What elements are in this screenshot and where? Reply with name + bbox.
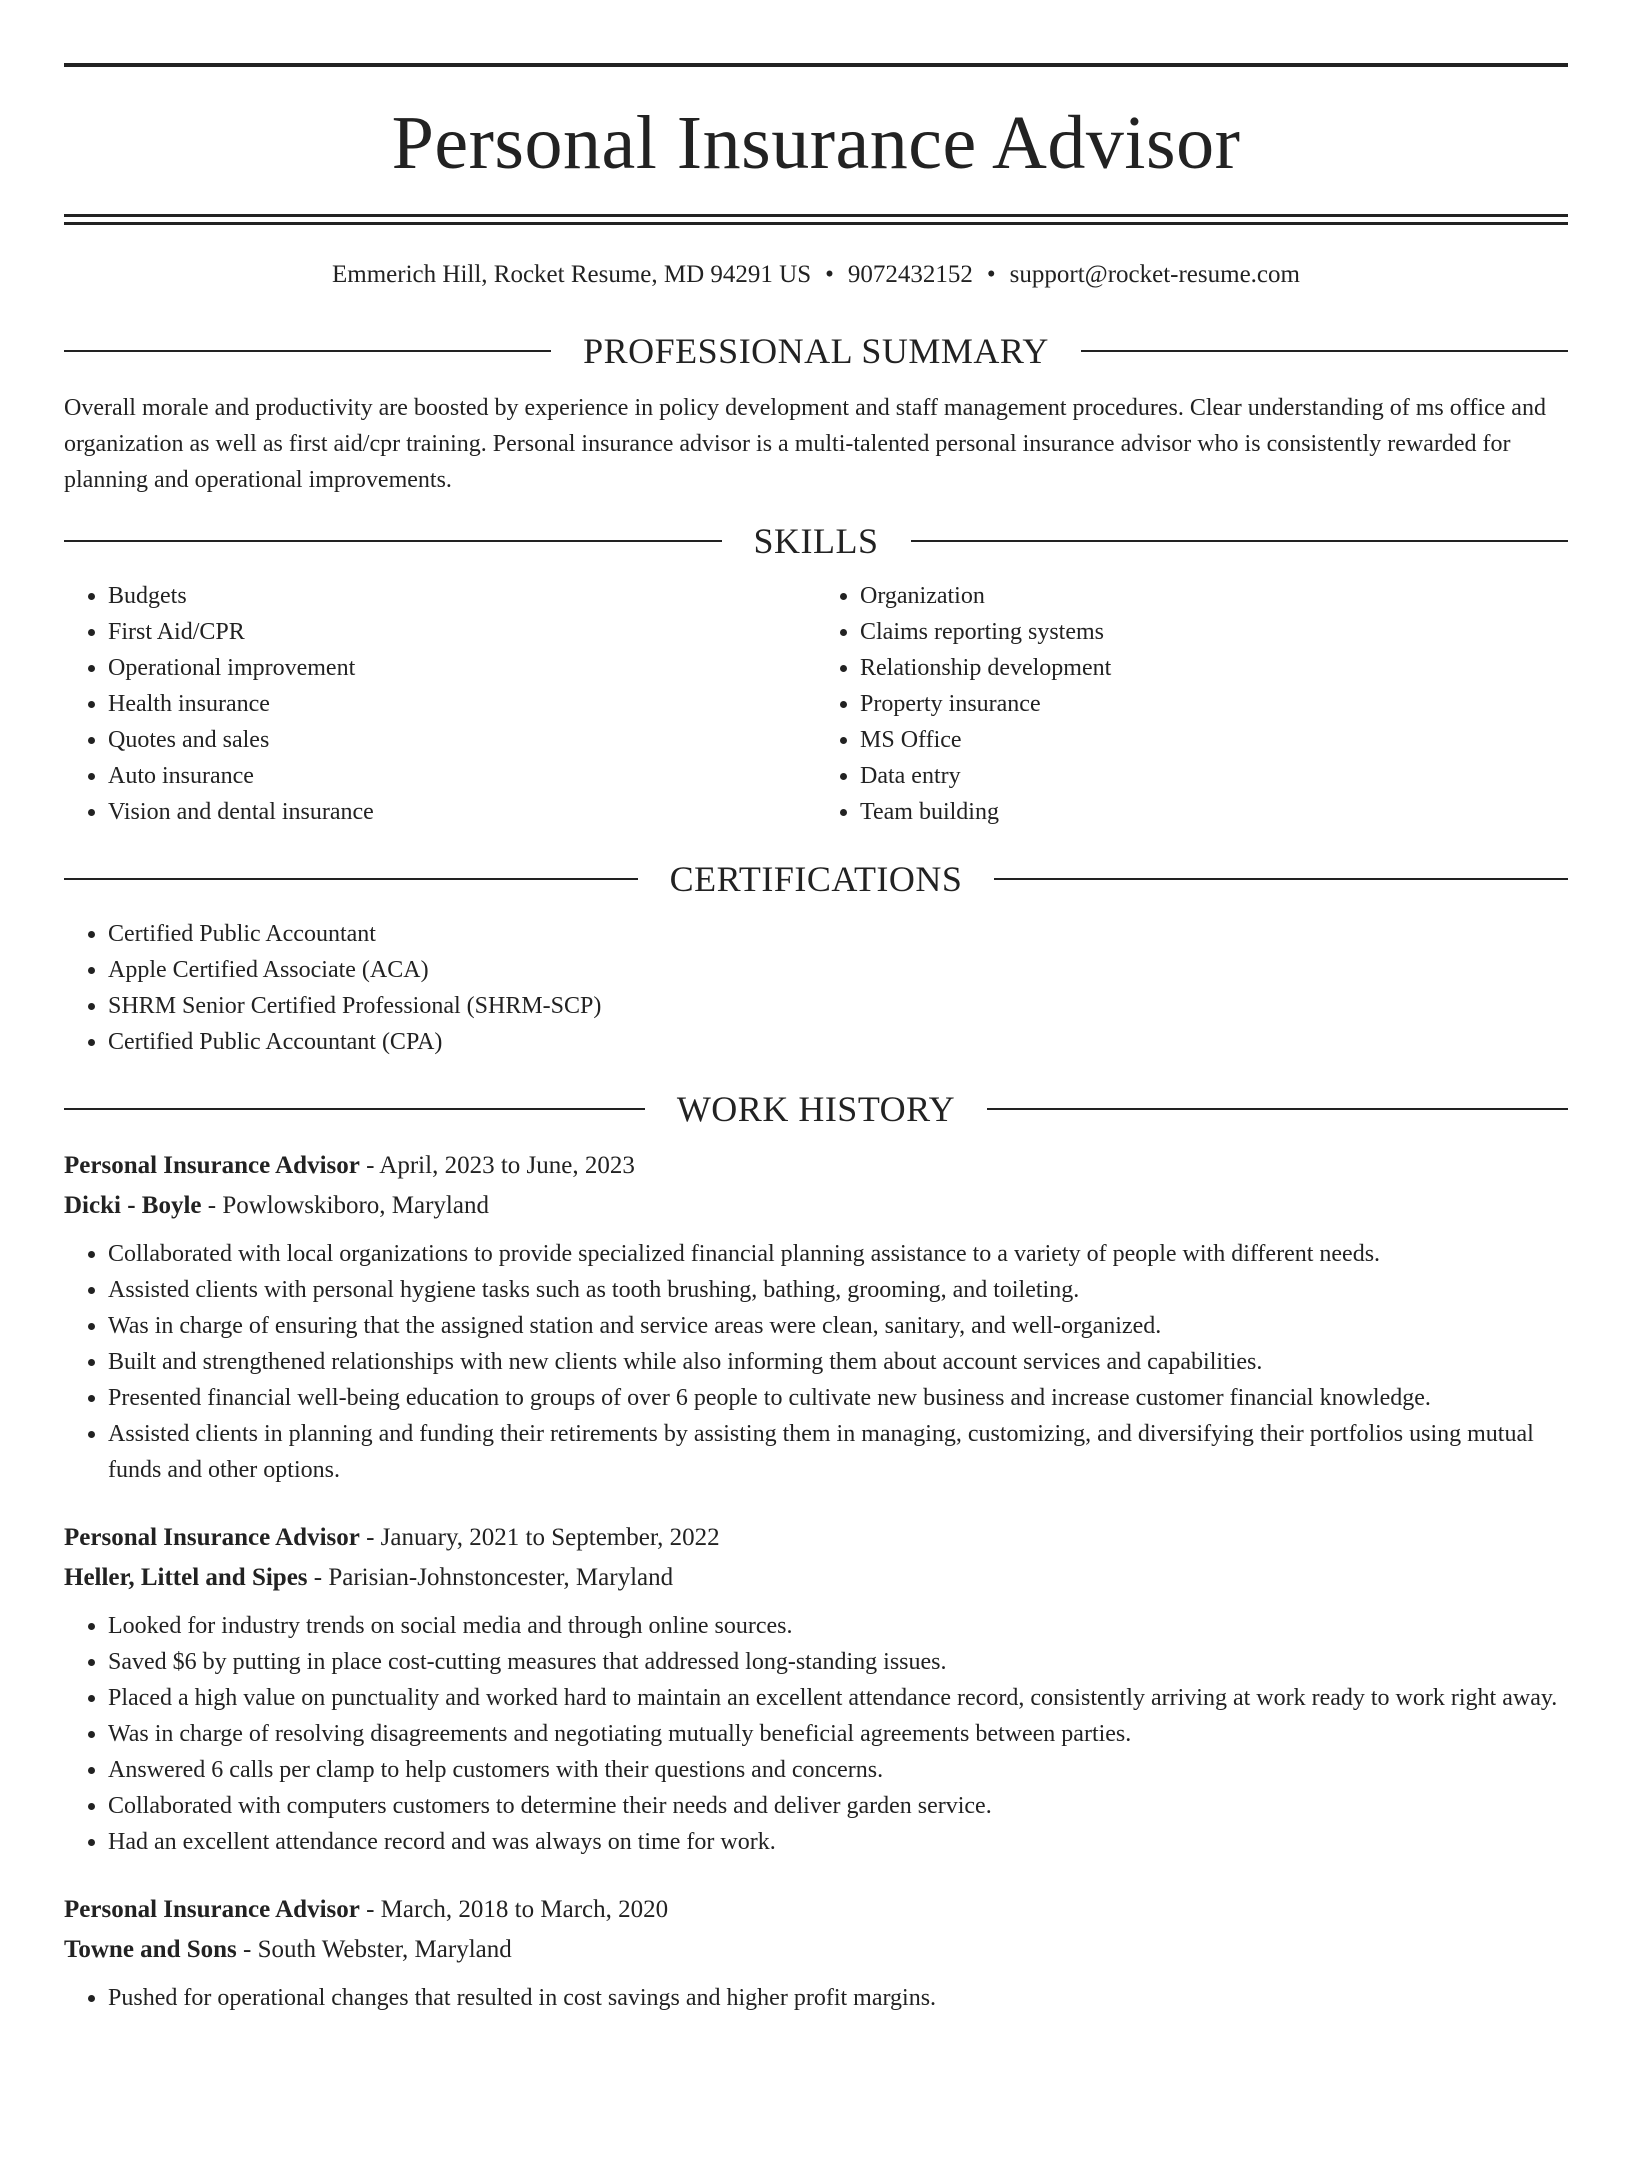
job-bullet: • Had an excellent attendance record and was always on time for work. xyxy=(108,1824,1568,1860)
job-bullet: • Pushed for operational changes that resulted in cost savings and higher profit margins. xyxy=(108,1980,1568,2016)
job-title: Personal Insurance Advisor xyxy=(64,1896,360,1923)
work-history-heading-title: WORK HISTORY xyxy=(676,1089,956,1129)
work-history-heading xyxy=(64,1086,1568,1132)
skills-columns xyxy=(64,578,1568,830)
job-location: - Parisian-Johnstoncester, Maryland xyxy=(307,1564,674,1591)
job-company: Dicki - Boyle xyxy=(64,1192,202,1219)
job-bullet: • Collaborated with computers customers to determine their needs and deliver garden service. xyxy=(108,1788,1568,1824)
heading-rule-left xyxy=(64,1108,645,1110)
skill-item: • Operational improvement xyxy=(108,650,816,686)
job-bullet: • Collaborated with local organizations to provide specialized financial planning assistance to a variety of people with different needs. xyxy=(108,1236,1568,1272)
contact-line xyxy=(64,260,1568,290)
job-bullet: • Saved $6 by putting in place cost-cutting measures that addressed long-standing issues. xyxy=(108,1644,1568,1680)
contact-separator: • xyxy=(825,261,834,288)
job-title-line xyxy=(64,1890,1568,1930)
job-bullet: • Presented financial well-being education to groups of over 6 people to cultivate new business and increase customer financial knowledge. xyxy=(108,1380,1568,1416)
job-bullet: • Built and strengthened relationships with new clients while also informing them about account services and capabilities. xyxy=(108,1344,1568,1380)
certifications-heading xyxy=(64,856,1568,902)
summary-heading-title: PROFESSIONAL SUMMARY xyxy=(583,331,1049,371)
skill-item: • Health insurance xyxy=(108,686,816,722)
header-double-rule xyxy=(64,214,1568,225)
certifications-heading-title: CERTIFICATIONS xyxy=(669,859,963,899)
skill-item: • Budgets xyxy=(108,578,816,614)
skill-item: • Relationship development xyxy=(860,650,1568,686)
certification-item: • Apple Certified Associate (ACA) xyxy=(108,952,1568,988)
job-company-line xyxy=(64,1930,1568,1970)
job-company-line xyxy=(64,1558,1568,1598)
contact-separator: • xyxy=(986,261,996,288)
resume-page xyxy=(0,63,1632,2175)
job-location: - Powlowskiboro, Maryland xyxy=(201,1192,489,1219)
heading-rule-right xyxy=(911,540,1569,542)
job-bullet-list xyxy=(64,1236,1568,1488)
job-bullet: • Assisted clients in planning and funding their retirements by assisting them in managing, customizing, and diversifying their portfolios using mutual funds and other options. xyxy=(108,1416,1568,1488)
skill-item: • Claims reporting systems xyxy=(860,614,1568,650)
heading-rule-right xyxy=(994,878,1568,880)
skill-item: • First Aid/CPR xyxy=(108,614,816,650)
job-bullet-list xyxy=(64,1980,1568,2016)
skills-list-left xyxy=(64,578,816,830)
skills-heading xyxy=(64,518,1568,564)
job-bullet: • Answered 6 calls per clamp to help customers with their questions and concerns. xyxy=(108,1752,1568,1788)
skill-item: • Vision and dental insurance xyxy=(108,794,816,830)
job-bullet: • Assisted clients with personal hygiene tasks such as tooth brushing, bathing, grooming, and toileting. xyxy=(108,1272,1568,1308)
job-bullet: • Was in charge of ensuring that the assigned station and service areas were clean, sanitary, and well-organized. xyxy=(108,1308,1568,1344)
skill-item: • MS Office xyxy=(860,722,1568,758)
skill-item: • Data entry xyxy=(860,758,1568,794)
job-bullet-list xyxy=(64,1608,1568,1860)
skill-item: • Team building xyxy=(860,794,1568,830)
header-top-rule xyxy=(64,63,1568,67)
job-bullet: • Placed a high value on punctuality and worked hard to maintain an excellent attendance record, consistently arriving at work ready to work right away. xyxy=(108,1680,1568,1716)
job-title-line xyxy=(64,1518,1568,1558)
heading-rule-left xyxy=(64,350,551,352)
heading-rule-left xyxy=(64,540,722,542)
summary-heading xyxy=(64,328,1568,374)
skill-item: • Quotes and sales xyxy=(108,722,816,758)
job-company-line xyxy=(64,1186,1568,1226)
job-location: - South Webster, Maryland xyxy=(236,1936,512,1963)
job-title-line xyxy=(64,1146,1568,1186)
skill-item: • Organization xyxy=(860,578,1568,614)
job-dates: - March, 2018 to March, 2020 xyxy=(359,1896,669,1923)
heading-rule-left xyxy=(64,878,638,880)
contact-address: Emmerich Hill, Rocket Resume, MD 94291 US xyxy=(332,261,812,288)
certifications-list xyxy=(64,916,1568,1060)
heading-rule-right xyxy=(1081,350,1568,352)
job-company: Heller, Littel and Sipes xyxy=(64,1564,308,1591)
summary-text: Overall morale and productivity are boosted by experience in policy development and staff management procedures. Clear understanding of ms office and organization as well as first aid/cpr training. Personal insurance advisor is a multi-talented personal insurance advisor who is consistently rewarded for planning and operational improvements. xyxy=(64,395,1546,493)
resume-name: Personal Insurance Advisor xyxy=(391,101,1241,185)
job-dates: - April, 2023 to June, 2023 xyxy=(359,1152,635,1179)
skills-list-right xyxy=(816,578,1568,830)
job-bullet: • Was in charge of resolving disagreements and negotiating mutually beneficial agreements between parties. xyxy=(108,1716,1568,1752)
certification-item: • SHRM Senior Certified Professional (SHRM-SCP) xyxy=(108,988,1568,1024)
certification-item: • Certified Public Accountant (CPA) xyxy=(108,1024,1568,1060)
skill-item: • Property insurance xyxy=(860,686,1568,722)
skill-item: • Auto insurance xyxy=(108,758,816,794)
certification-item: • Certified Public Accountant xyxy=(108,916,1568,952)
job-title: Personal Insurance Advisor xyxy=(64,1152,360,1179)
contact-email: support@rocket-resume.com xyxy=(1009,261,1300,288)
job-bullet: • Looked for industry trends on social media and through online sources. xyxy=(108,1608,1568,1644)
job-company: Towne and Sons xyxy=(64,1936,237,1963)
job-dates: - January, 2021 to September, 2022 xyxy=(359,1524,720,1551)
job-title: Personal Insurance Advisor xyxy=(64,1524,360,1551)
contact-phone: 9072432152 xyxy=(847,261,973,288)
skills-heading-title: SKILLS xyxy=(753,521,879,561)
heading-rule-right xyxy=(987,1108,1568,1110)
